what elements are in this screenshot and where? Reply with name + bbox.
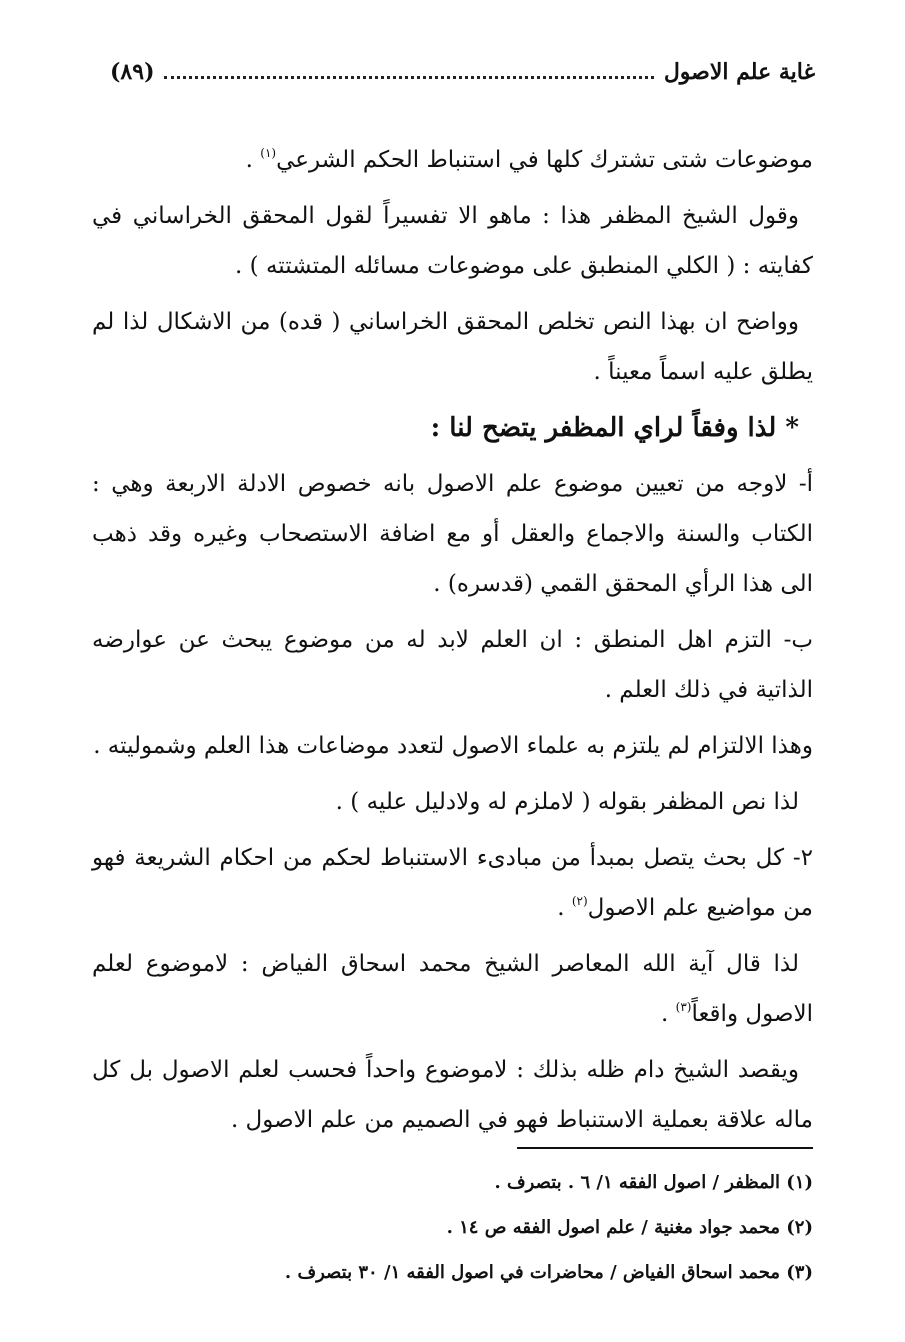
- paragraph-10: ويقصد الشيخ دام ظله بذلك : لاموضوع واحداً فحسب لعلم الاصول بل كل ماله علاقة بعملية الاستنباط فهو في الصميم من علم الاصول .: [92, 1057, 813, 1133]
- paragraph-7: لذا نص المظفر بقوله ( لاملزم له ولادليل عليه ) .: [335, 789, 799, 815]
- paragraph-4: أ- لاوجه من تعيين موضوع علم الاصول بانه خصوص الادلة الاربعة وهي : الكتاب والسنة والاجماع والعقل أو مع اضافة الاستصحاب وغيره وقد ذهب الى هذا الرأي المحقق القمي (قدسره) .: [92, 471, 813, 597]
- paragraph-9: لذا قال آية الله المعاصر الشيخ محمد اسحاق الفياض : لاموضوع لعلم الاصول واقعاً$^{(٣)}$ .: [92, 951, 813, 1027]
- section-heading: * لذا وفقاً لراي المظفر يتضح لنا :: [430, 413, 799, 443]
- footnotes: [92, 1160, 813, 1295]
- paragraph-5: ب- التزم اهل المنطق : ان العلم لابد له من موضوع يبحث عن عوارضه الذاتية في ذلك العلم .: [92, 627, 813, 703]
- footnote-ref-2: (٢): [571, 894, 588, 908]
- footnote-separator: [517, 1147, 813, 1149]
- footnote-2: (٢) محمد جواد مغنية / علم اصول الفقه ص ١٤ .: [446, 1217, 813, 1238]
- book-title: غاية علم الاصول: [663, 59, 815, 85]
- header-dot-leader: [164, 66, 653, 79]
- paragraph-3: وواضح ان بهذا النص تخلص المحقق الخراساني ( قده) من الاشكال لذا لم يطلق عليه اسماً معيناً .: [92, 309, 813, 385]
- running-header: [110, 52, 815, 92]
- page-number: (٨٩): [110, 59, 155, 85]
- paragraph-1: موضوعات شتى تشترك كلها في استنباط الحكم الشرعي$^{(١)}$ .: [245, 146, 813, 173]
- paragraph-2: وقول الشيخ المظفر هذا : ماهو الا تفسيراً لقول المحقق الخراساني في كفايته : ( الكلي المنطبق على موضوعات مسائله المتشتته ) .: [92, 203, 813, 279]
- footnote-1: (١) المظفر / اصول الفقه ١/ ٦ . بتصرف .: [494, 1172, 813, 1193]
- paragraph-8: ٢- كل بحث يتصل بمبدأ من مبادىء الاستنباط لحكم من احكام الشريعة فهو من مواضيع علم الاصول$^{(٢)}$ .: [92, 845, 813, 921]
- main-text: [92, 135, 813, 1151]
- footnote-ref-1: (١): [260, 146, 277, 160]
- footnote-3: (٣) محمد اسحاق الفياض / محاضرات في اصول الفقه ١/ ٣٠ بتصرف .: [284, 1262, 813, 1283]
- paragraph-6: وهذا الالتزام لم يلتزم به علماء الاصول لتعدد موضاعات هذا العلم وشموليته .: [93, 733, 813, 759]
- footnote-ref-3: (٣): [675, 1000, 692, 1014]
